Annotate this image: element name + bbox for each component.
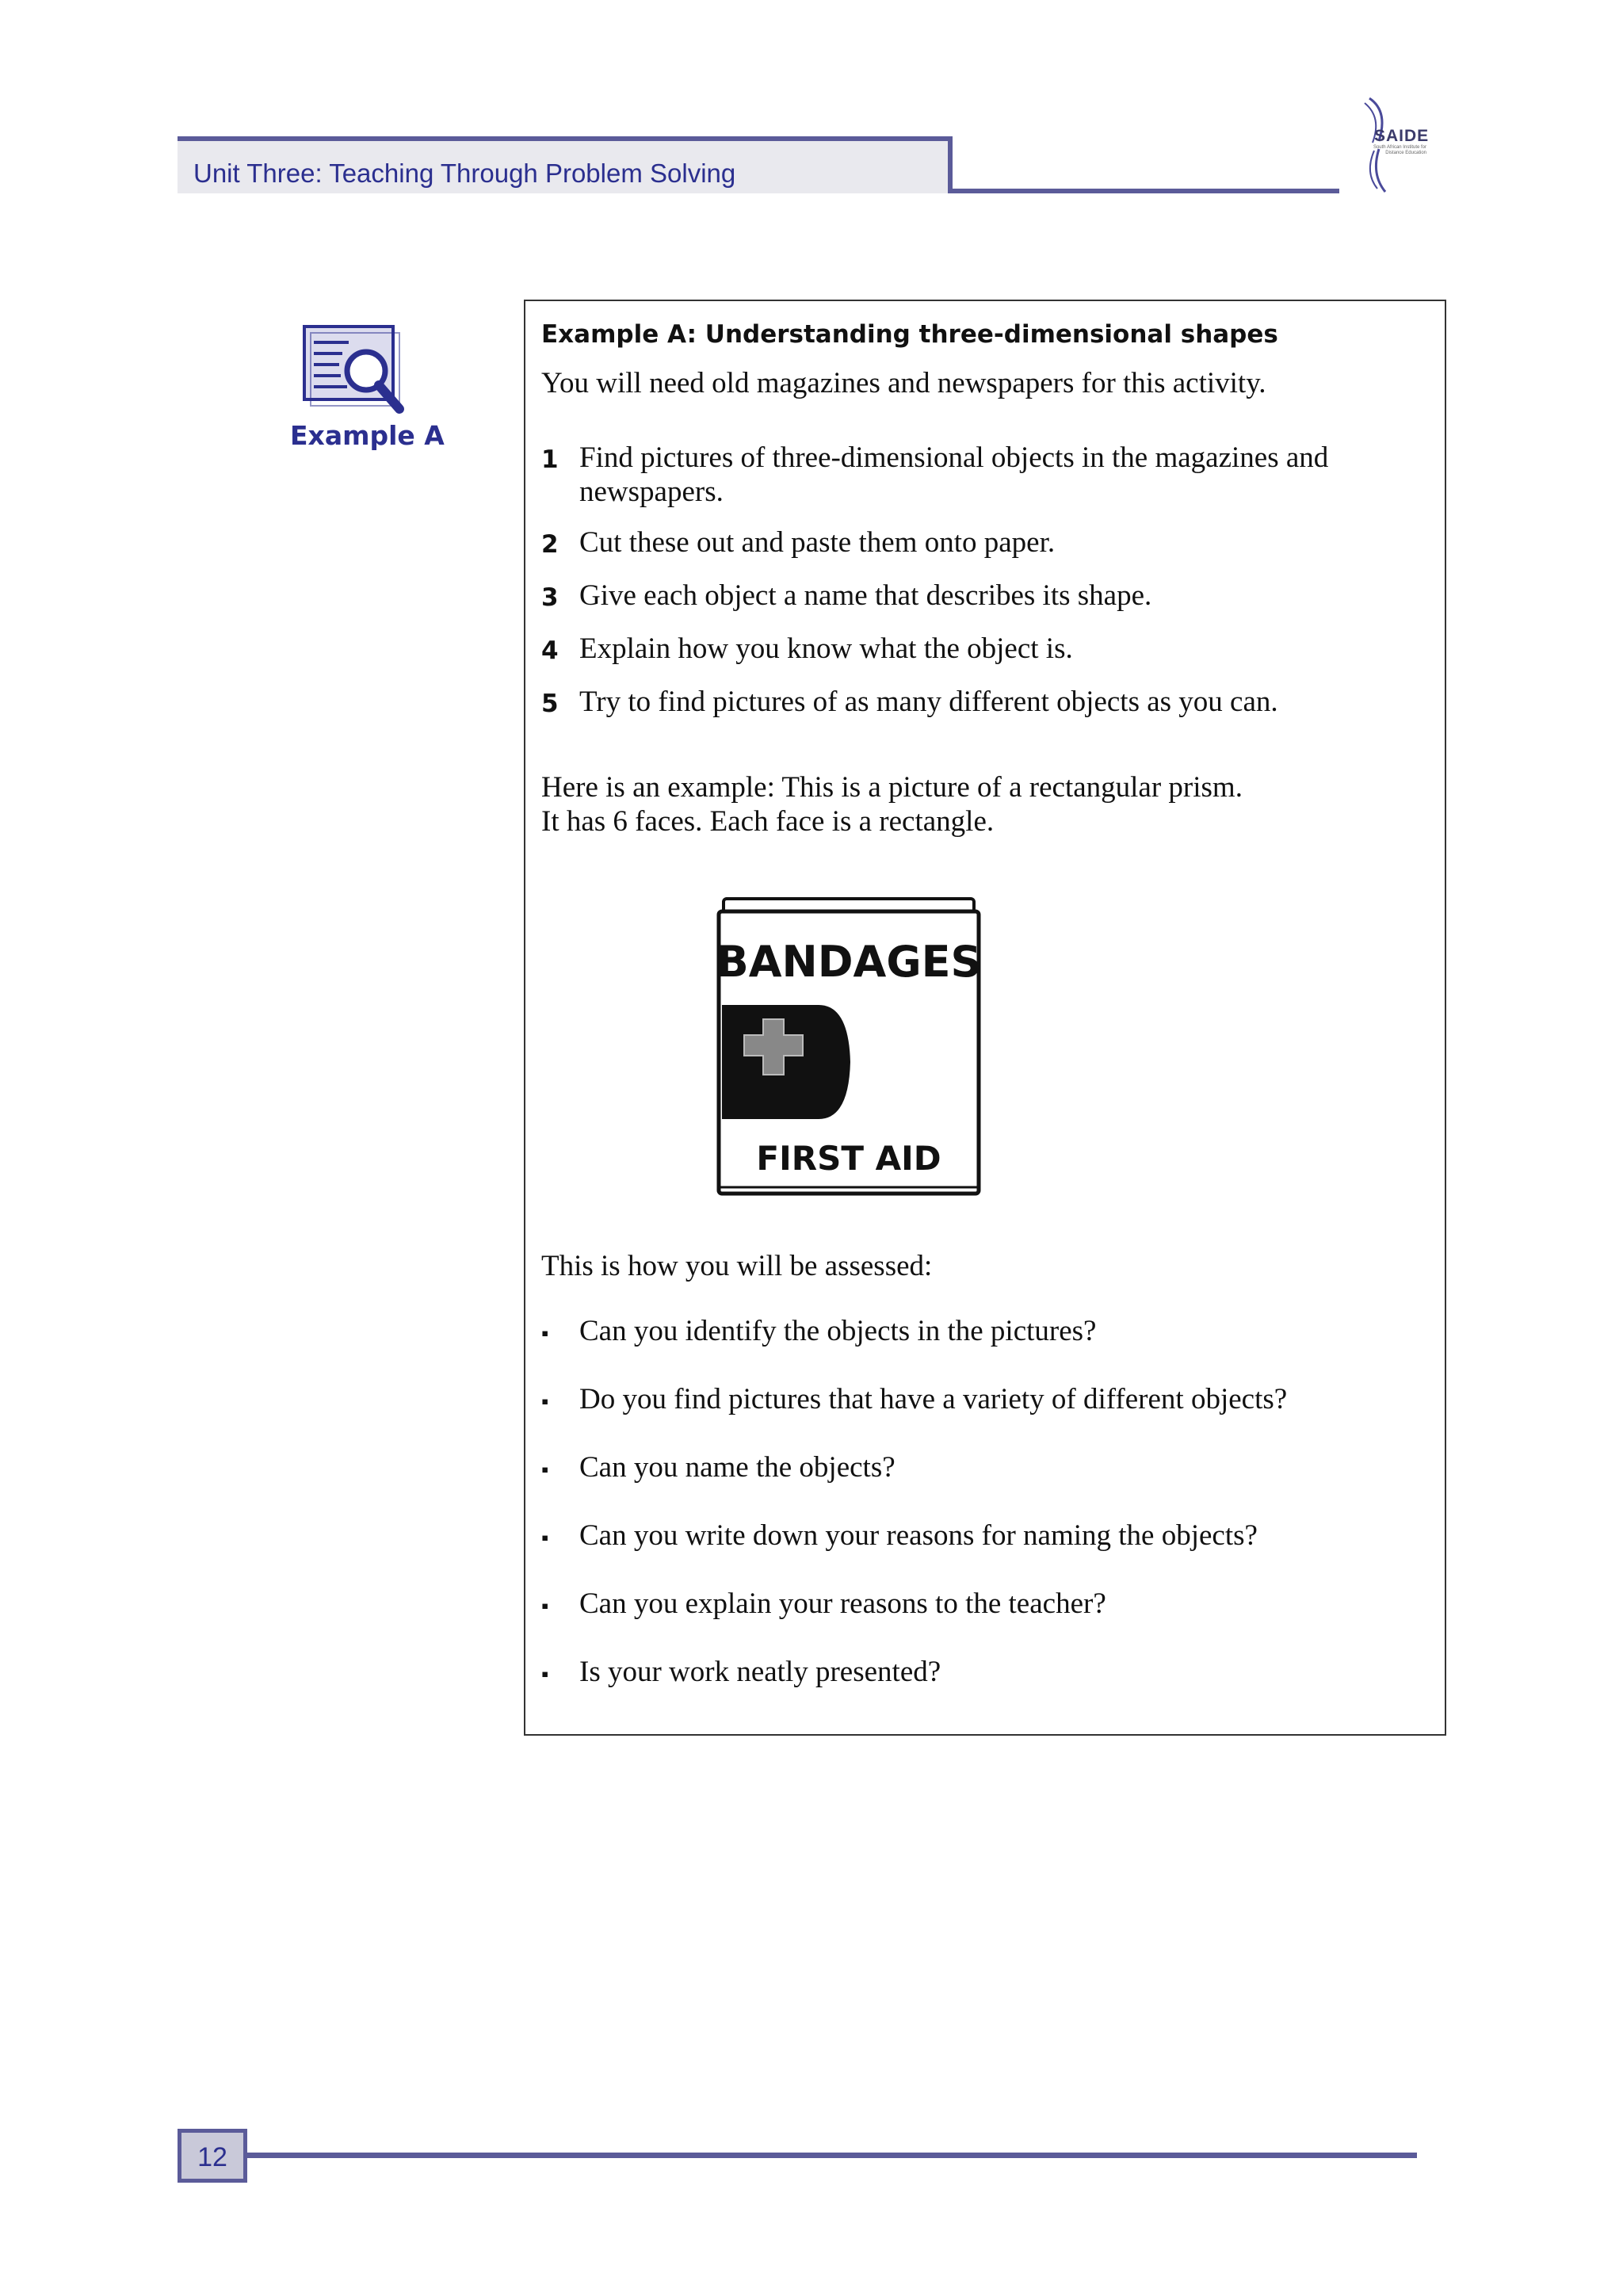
- assessment-list: [541, 1314, 1413, 1723]
- step-text: Find pictures of three-dimensional objects in the magazines and newspapers.: [579, 441, 1329, 508]
- bullet-icon: ▪: [541, 1663, 549, 1686]
- assessment-item: [541, 1382, 1413, 1419]
- step-number: 5: [541, 690, 559, 718]
- step-text: Give each object a name that describes its shape.: [579, 579, 1152, 612]
- bandages-text: BANDAGES: [716, 937, 982, 987]
- document-magnifier-icon: [301, 323, 409, 418]
- activity-intro: You will need old magazines and newspapers for this activity.: [541, 367, 1266, 399]
- step-item: [541, 579, 1413, 615]
- assessment-intro: This is how you will be assessed:: [541, 1250, 933, 1282]
- activity-title: Example A: Understanding three-dimensional shapes: [541, 320, 1278, 349]
- example-line-2: It has 6 faces. Each face is a rectangle.: [541, 805, 995, 838]
- header-rule: [949, 189, 1339, 193]
- logo-text: SAIDE: [1374, 127, 1430, 145]
- example-paragraph: [541, 770, 1413, 839]
- assessment-item: [541, 1519, 1413, 1555]
- assessment-text: Can you write down your reasons for naming the objects?: [579, 1519, 1258, 1552]
- step-item: [541, 632, 1413, 668]
- assessment-item: [541, 1587, 1413, 1623]
- example-line-1: Here is an example: This is a picture of a rectangular prism.: [541, 771, 1243, 804]
- step-number: 2: [541, 530, 559, 559]
- step-item: [541, 441, 1413, 509]
- example-label: Example A: [290, 420, 445, 451]
- page-number-box: [178, 2129, 247, 2183]
- bullet-icon: ▪: [541, 1595, 549, 1618]
- step-number: 3: [541, 583, 559, 612]
- assessment-item: [541, 1655, 1413, 1691]
- steps-list: [541, 441, 1413, 738]
- step-number: 1: [541, 445, 559, 474]
- assessment-text: Is your work neatly presented?: [579, 1656, 941, 1688]
- first-aid-text: FIRST AID: [756, 1139, 941, 1178]
- bullet-icon: ▪: [541, 1322, 549, 1345]
- assessment-item: [541, 1314, 1413, 1350]
- activity-box: [524, 300, 1446, 1736]
- step-number: 4: [541, 636, 559, 665]
- bullet-icon: ▪: [541, 1390, 549, 1413]
- bullet-icon: ▪: [541, 1526, 549, 1549]
- bandage-tin-image: [716, 897, 982, 1198]
- page-number: 12: [197, 2142, 227, 2172]
- assessment-item: [541, 1450, 1413, 1487]
- step-text: Try to find pictures of as many different objects as you can.: [579, 686, 1278, 718]
- assessment-text: Can you name the objects?: [579, 1451, 896, 1484]
- logo-subtext: South African Institute for Distance Education: [1373, 145, 1426, 155]
- unit-title: Unit Three: Teaching Through Problem Solving: [193, 159, 736, 188]
- footer-rule: [247, 2153, 1417, 2158]
- assessment-text: Can you explain your reasons to the teacher?: [579, 1587, 1106, 1620]
- step-text: Cut these out and paste them onto paper.: [579, 526, 1056, 559]
- step-item: [541, 525, 1413, 562]
- step-text: Explain how you know what the object is.: [579, 632, 1073, 665]
- bullet-icon: ▪: [541, 1458, 549, 1481]
- assessment-text: Do you find pictures that have a variety of different objects?: [579, 1383, 1288, 1415]
- assessment-text: Can you identify the objects in the pictures?: [579, 1315, 1097, 1347]
- header-band: [178, 136, 953, 193]
- step-item: [541, 685, 1413, 721]
